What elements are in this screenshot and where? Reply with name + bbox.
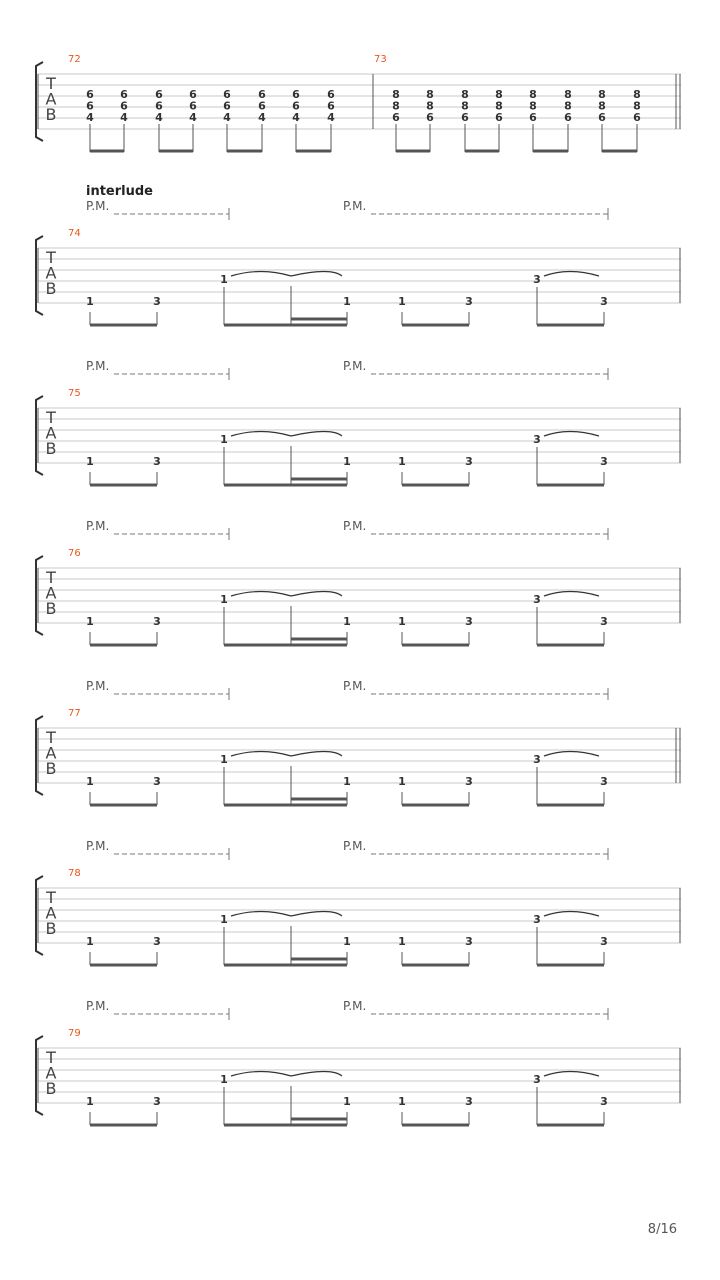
tab-clef-letter: B bbox=[45, 105, 57, 124]
tie bbox=[291, 272, 342, 277]
tie bbox=[291, 1072, 342, 1077]
tab-clef-letter: A bbox=[45, 743, 57, 763]
tie bbox=[544, 752, 599, 757]
tab-clef-letter: T bbox=[46, 568, 56, 587]
fret-number: 1 bbox=[398, 295, 406, 308]
tab-clef-letter: B bbox=[45, 599, 57, 618]
measure-number: 73 bbox=[374, 54, 387, 65]
tie bbox=[231, 912, 291, 917]
tab-clef-letter: A bbox=[45, 1063, 57, 1083]
fret-number: 8 bbox=[633, 88, 641, 101]
fret-number: 1 bbox=[343, 935, 351, 948]
staff-system-measure-74 bbox=[36, 184, 681, 325]
tie bbox=[231, 432, 291, 437]
fret-number: 4 bbox=[223, 111, 231, 124]
fret-number: 3 bbox=[533, 593, 541, 606]
fret-number: 6 bbox=[327, 99, 335, 113]
fret-number: 1 bbox=[220, 1073, 228, 1086]
fret-number: 8 bbox=[392, 99, 400, 113]
measure-number: 72 bbox=[68, 54, 81, 65]
fret-number: 8 bbox=[461, 99, 469, 113]
fret-number: 8 bbox=[495, 88, 503, 101]
tie bbox=[544, 592, 599, 597]
fret-number: 4 bbox=[189, 111, 197, 124]
fret-number: 8 bbox=[529, 88, 537, 101]
fret-number: 1 bbox=[220, 753, 228, 766]
staff-system-measure-79 bbox=[36, 999, 681, 1125]
fret-number: 1 bbox=[86, 615, 94, 628]
tab-clef-letter: A bbox=[45, 423, 57, 443]
fret-number: 6 bbox=[86, 88, 94, 101]
fret-number: 6 bbox=[120, 99, 128, 113]
page-number: 8/16 bbox=[647, 1222, 677, 1237]
fret-number: 3 bbox=[465, 935, 473, 948]
fret-number: 4 bbox=[86, 111, 94, 124]
fret-number: 1 bbox=[220, 593, 228, 606]
fret-number: 1 bbox=[343, 1095, 351, 1108]
fret-number: 3 bbox=[153, 1095, 161, 1108]
fret-number: 1 bbox=[398, 935, 406, 948]
measure-number: 79 bbox=[68, 1028, 81, 1039]
tab-clef-letter: T bbox=[46, 1048, 56, 1067]
fret-number: 4 bbox=[327, 111, 335, 124]
tie bbox=[231, 592, 291, 597]
tie bbox=[544, 1072, 599, 1077]
tab-clef-letter: A bbox=[45, 903, 57, 923]
tie bbox=[231, 272, 291, 277]
fret-number: 3 bbox=[600, 775, 608, 788]
fret-number: 6 bbox=[598, 111, 606, 124]
fret-number: 1 bbox=[86, 775, 94, 788]
fret-number: 1 bbox=[343, 775, 351, 788]
tie bbox=[231, 1072, 291, 1077]
fret-number: 3 bbox=[600, 295, 608, 308]
palm-mute-label: P.M. bbox=[343, 679, 367, 693]
fret-number: 3 bbox=[465, 615, 473, 628]
fret-number: 8 bbox=[495, 99, 503, 113]
fret-number: 3 bbox=[465, 1095, 473, 1108]
section-label-interlude: interlude bbox=[86, 184, 153, 199]
measure-number: 76 bbox=[68, 548, 81, 559]
fret-number: 1 bbox=[398, 1095, 406, 1108]
fret-number: 6 bbox=[292, 99, 300, 113]
fret-number: 3 bbox=[600, 615, 608, 628]
fret-number: 6 bbox=[258, 99, 266, 113]
fret-number: 3 bbox=[153, 455, 161, 468]
fret-number: 8 bbox=[598, 99, 606, 113]
fret-number: 3 bbox=[153, 615, 161, 628]
fret-number: 3 bbox=[153, 295, 161, 308]
tab-clef-letter: T bbox=[46, 408, 56, 427]
fret-number: 3 bbox=[600, 935, 608, 948]
palm-mute-label: P.M. bbox=[86, 199, 110, 213]
fret-number: 6 bbox=[564, 111, 572, 124]
fret-number: 8 bbox=[598, 88, 606, 101]
staff-system-measure-76 bbox=[36, 519, 681, 645]
tie bbox=[544, 912, 599, 917]
tab-clef-letter: B bbox=[45, 759, 57, 778]
tab-clef-letter: A bbox=[45, 263, 57, 283]
tie bbox=[291, 592, 342, 597]
tab-clef-letter: B bbox=[45, 1079, 57, 1098]
fret-number: 8 bbox=[392, 88, 400, 101]
tie bbox=[291, 912, 342, 917]
palm-mute-label: P.M. bbox=[86, 679, 110, 693]
palm-mute-label: P.M. bbox=[86, 839, 110, 853]
tab-clef-letter: T bbox=[46, 248, 56, 267]
fret-number: 1 bbox=[220, 273, 228, 286]
fret-number: 6 bbox=[327, 88, 335, 101]
tab-clef-letter: T bbox=[46, 888, 56, 907]
fret-number: 1 bbox=[343, 615, 351, 628]
palm-mute-label: P.M. bbox=[86, 999, 110, 1013]
fret-number: 1 bbox=[343, 295, 351, 308]
fret-number: 1 bbox=[86, 455, 94, 468]
fret-number: 3 bbox=[533, 433, 541, 446]
fret-number: 1 bbox=[220, 433, 228, 446]
fret-number: 8 bbox=[426, 99, 434, 113]
measure-number: 75 bbox=[68, 388, 81, 399]
measure-number: 77 bbox=[68, 708, 81, 719]
fret-number: 3 bbox=[533, 913, 541, 926]
fret-number: 6 bbox=[426, 111, 434, 124]
fret-number: 4 bbox=[155, 111, 163, 124]
staff-system-measures-72-73 bbox=[36, 54, 681, 152]
fret-number: 1 bbox=[86, 935, 94, 948]
fret-number: 1 bbox=[86, 1095, 94, 1108]
fret-number: 6 bbox=[155, 99, 163, 113]
palm-mute-label: P.M. bbox=[343, 999, 367, 1013]
fret-number: 3 bbox=[465, 775, 473, 788]
tie bbox=[291, 432, 342, 437]
fret-number: 3 bbox=[533, 1073, 541, 1086]
tab-clef-letter: B bbox=[45, 439, 57, 458]
palm-mute-label: P.M. bbox=[343, 359, 367, 373]
fret-number: 1 bbox=[398, 615, 406, 628]
tie bbox=[544, 272, 599, 277]
fret-number: 6 bbox=[633, 111, 641, 124]
fret-number: 8 bbox=[461, 88, 469, 101]
fret-number: 4 bbox=[120, 111, 128, 124]
measure-number: 78 bbox=[68, 868, 81, 879]
fret-number: 1 bbox=[343, 455, 351, 468]
fret-number: 4 bbox=[292, 111, 300, 124]
fret-number: 1 bbox=[398, 455, 406, 468]
fret-number: 1 bbox=[220, 913, 228, 926]
tie bbox=[291, 752, 342, 757]
fret-number: 6 bbox=[223, 99, 231, 113]
fret-number: 6 bbox=[223, 88, 231, 101]
staff-system-measure-77 bbox=[36, 679, 681, 805]
tab-clef-letter: T bbox=[46, 74, 56, 93]
measure-number: 74 bbox=[68, 228, 81, 239]
tab-clef-letter: B bbox=[45, 919, 57, 938]
palm-mute-label: P.M. bbox=[343, 519, 367, 533]
fret-number: 6 bbox=[392, 111, 400, 124]
tie bbox=[231, 752, 291, 757]
fret-number: 6 bbox=[461, 111, 469, 124]
palm-mute-label: P.M. bbox=[86, 359, 110, 373]
fret-number: 6 bbox=[155, 88, 163, 101]
fret-number: 8 bbox=[564, 99, 572, 113]
fret-number: 3 bbox=[600, 455, 608, 468]
fret-number: 6 bbox=[529, 111, 537, 124]
fret-number: 6 bbox=[292, 88, 300, 101]
fret-number: 8 bbox=[529, 99, 537, 113]
tie bbox=[544, 432, 599, 437]
fret-number: 1 bbox=[398, 775, 406, 788]
fret-number: 6 bbox=[120, 88, 128, 101]
fret-number: 3 bbox=[600, 1095, 608, 1108]
palm-mute-label: P.M. bbox=[86, 519, 110, 533]
fret-number: 3 bbox=[533, 753, 541, 766]
palm-mute-label: P.M. bbox=[343, 199, 367, 213]
fret-number: 3 bbox=[153, 935, 161, 948]
fret-number: 3 bbox=[153, 775, 161, 788]
fret-number: 6 bbox=[86, 99, 94, 113]
fret-number: 6 bbox=[189, 88, 197, 101]
tab-clef-letter: A bbox=[45, 583, 57, 603]
fret-number: 8 bbox=[564, 88, 572, 101]
staff-system-measure-78 bbox=[36, 839, 681, 965]
fret-number: 8 bbox=[633, 99, 641, 113]
fret-number: 1 bbox=[86, 295, 94, 308]
tab-clef-letter: A bbox=[45, 89, 57, 109]
fret-number: 3 bbox=[465, 295, 473, 308]
fret-number: 6 bbox=[495, 111, 503, 124]
tab-clef-letter: T bbox=[46, 728, 56, 747]
fret-number: 6 bbox=[258, 88, 266, 101]
fret-number: 4 bbox=[258, 111, 266, 124]
staff-system-measure-75 bbox=[36, 359, 681, 485]
fret-number: 8 bbox=[426, 88, 434, 101]
palm-mute-label: P.M. bbox=[343, 839, 367, 853]
fret-number: 3 bbox=[533, 273, 541, 286]
tab-clef-letter: B bbox=[45, 279, 57, 298]
fret-number: 3 bbox=[465, 455, 473, 468]
fret-number: 6 bbox=[189, 99, 197, 113]
